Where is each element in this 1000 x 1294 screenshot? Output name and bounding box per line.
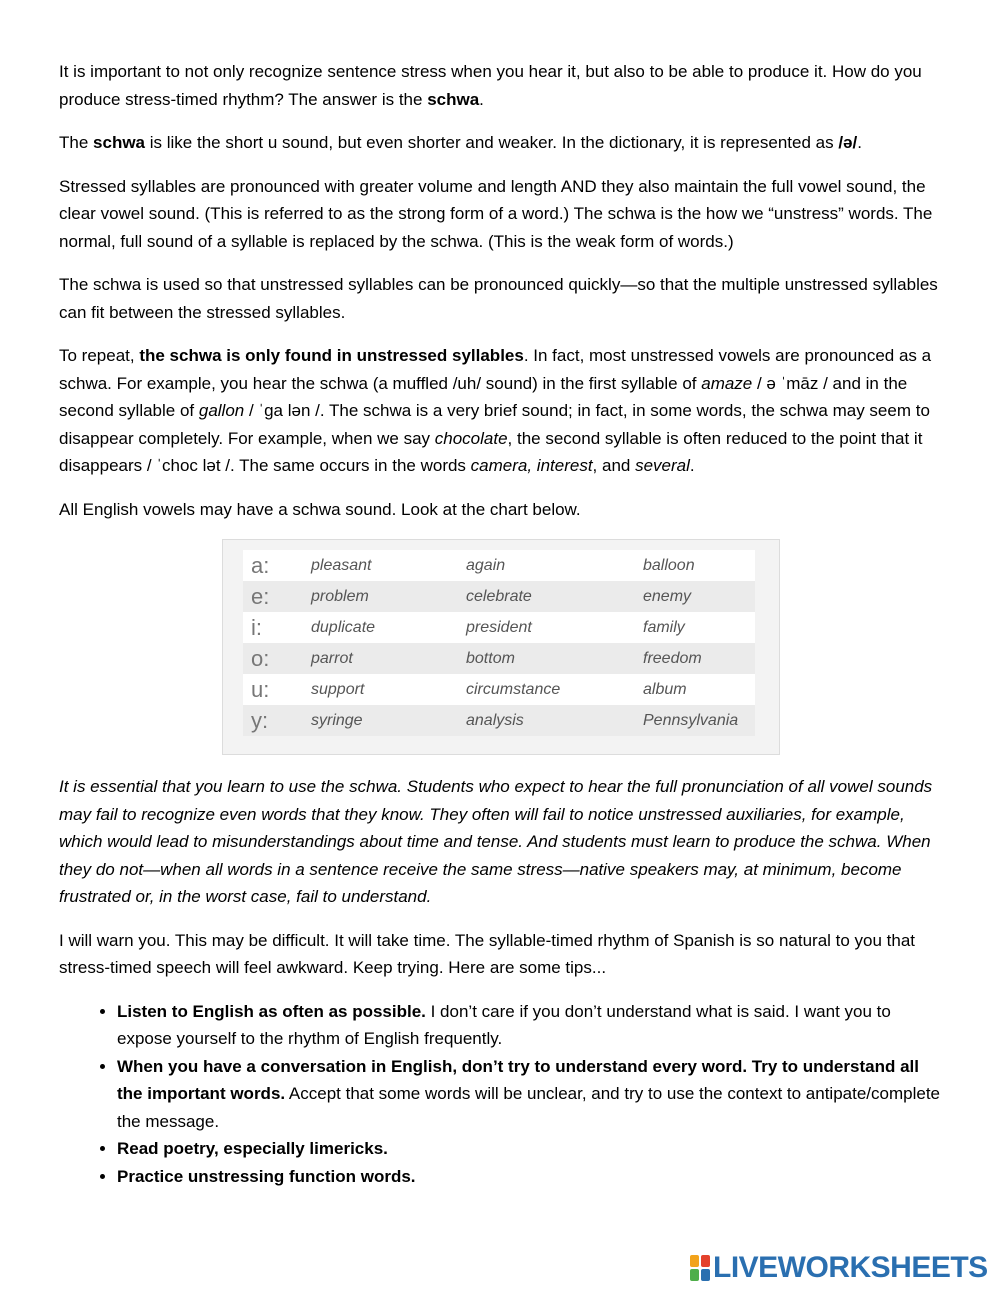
list-item: • Listen to English as often as possible. I don’t care if you don’t understand what is said. I want you to expose yourself to the rhythm of English frequently. bbox=[117, 998, 943, 1053]
list-item: • Read poetry, especially limericks. bbox=[117, 1135, 943, 1163]
paragraph-schwa-use: The schwa is used so that unstressed syllables can be pronounced quickly—so that the multiple unstressed syllables can fit between the stressed syllables. bbox=[59, 275, 938, 322]
list-item: • Practice unstressing function words. bbox=[117, 1163, 943, 1191]
word-cell: president bbox=[466, 618, 532, 636]
word-cell: again bbox=[466, 556, 506, 574]
word-cell: celebrate bbox=[466, 587, 532, 605]
vowel-cell: i: bbox=[251, 614, 262, 640]
vowel-cell: y: bbox=[251, 707, 269, 733]
vowel-cell: u: bbox=[251, 676, 270, 702]
logo-square bbox=[701, 1269, 710, 1281]
paragraph-chart-intro: All English vowels may have a schwa sound. Look at the chart below. bbox=[59, 499, 581, 519]
document-body bbox=[59, 58, 943, 1190]
paragraph-stressed-syllables: Stressed syllables are pronounced with greater volume and length AND they also maintain the full vowel sound, the clear vowel sound. (This is referred to as the strong form of a word.) The schwa is the how we “unstress” words. The normal, full sound of a syllable is replaced by the schwa. (This is the weak form of words.) bbox=[59, 176, 933, 251]
word-cell: freedom bbox=[643, 649, 702, 667]
vowel-cell: e: bbox=[251, 583, 270, 609]
list-item: • When you have a conversation in English, don’t try to understand every word. Try to understand all the important words. Accept that some words will be unclear, and try to use the context to antipate/complete the message. bbox=[117, 1053, 943, 1136]
paragraph-intro: It is important to not only recognize sentence stress when you hear it, but also to be able to produce it. How do you produce stress-timed rhythm? The answer is the schwa. bbox=[59, 62, 922, 109]
word-cell: duplicate bbox=[311, 618, 376, 636]
paragraph-warning: I will warn you. This may be difficult. It will take time. The syllable-timed rhythm of Spanish is so natural to you that stress-timed speech will feel awkward. Keep trying. Here are some tips... bbox=[59, 930, 916, 977]
word-cell: support bbox=[311, 680, 365, 698]
paragraph-schwa-definition: The schwa is like the short u sound, but even shorter and weaker. In the dictionary, it is represented as /ə/. bbox=[59, 133, 862, 152]
vowel-chart-body bbox=[243, 550, 755, 736]
paragraph-essential: It is essential that you learn to use the schwa. Students who expect to hear the full pronunciation of all vowel sounds may fail to recognize even words that they know. They often will fail to notice unstressed auxiliaries, for example, which would lead to misunderstandings about time and tense. And students must learn to produce the schwa. When they do not—when all words in a sentence receive the same stress—native speakers may, at minimum, become frustrated or, in the worst case, fail to understand. bbox=[59, 777, 933, 906]
logo-text: LIVEWORKSHEETS bbox=[713, 1251, 988, 1284]
table-row bbox=[243, 612, 755, 643]
word-cell: problem bbox=[311, 587, 369, 605]
vowel-cell: o: bbox=[251, 645, 270, 671]
word-cell: pleasant bbox=[311, 556, 372, 574]
word-cell: album bbox=[643, 680, 687, 698]
logo-mark-icon bbox=[690, 1255, 710, 1281]
logo-square bbox=[701, 1255, 710, 1267]
table-row bbox=[243, 705, 755, 736]
vowel-cell: a: bbox=[251, 552, 270, 578]
word-cell: circumstance bbox=[466, 680, 561, 698]
logo-square bbox=[690, 1269, 699, 1281]
logo-square bbox=[690, 1255, 699, 1267]
word-cell: parrot bbox=[311, 649, 353, 667]
vowel-chart-table bbox=[243, 550, 755, 736]
word-cell: family bbox=[643, 618, 685, 636]
word-cell: Pennsylvania bbox=[643, 711, 739, 729]
paragraph-repeat: To repeat, the schwa is only found in unstressed syllables. In fact, most unstressed vowels are pronounced as a schwa. For example, you hear the schwa (a muffled /uh/ sound) in the first syllable of amaze / ə ˈmāz / and in the second syllable of gallon / ˈga lən /. The schwa is a very brief sound; in fact, in some words, the schwa may seem to disappear completely. For example, when we say chocolate, the second syllable is often reduced to the point that it disappears / ˈchoc lət /. The same occurs in the words camera, interest, and several. bbox=[59, 346, 932, 475]
liveworksheets-logo[interactable] bbox=[690, 1253, 988, 1283]
tips-list bbox=[59, 998, 943, 1191]
vowel-schwa-chart bbox=[222, 539, 780, 755]
table-row bbox=[243, 581, 755, 612]
word-cell: syringe bbox=[311, 711, 363, 729]
table-row bbox=[243, 643, 755, 674]
word-cell: balloon bbox=[643, 556, 695, 574]
word-cell: bottom bbox=[466, 649, 515, 667]
table-row bbox=[243, 550, 755, 581]
word-cell: analysis bbox=[466, 711, 524, 729]
table-row bbox=[243, 674, 755, 705]
word-cell: enemy bbox=[643, 587, 692, 605]
